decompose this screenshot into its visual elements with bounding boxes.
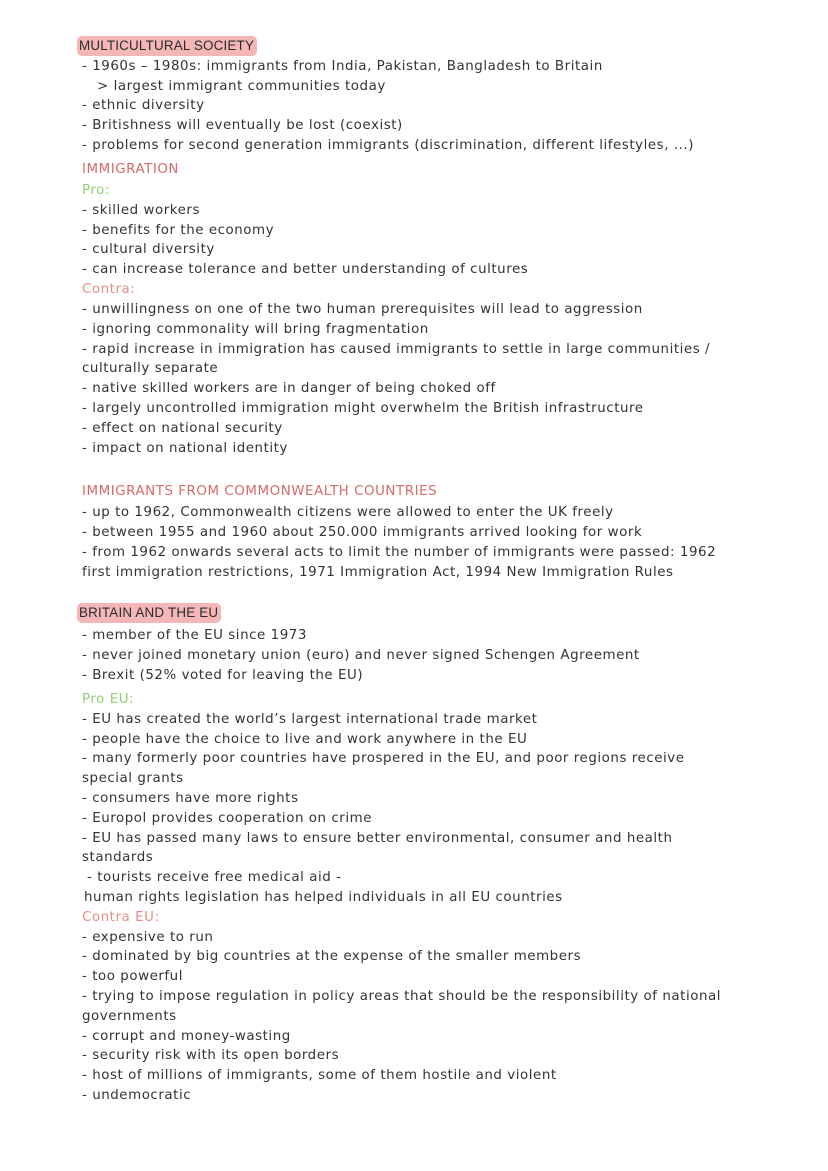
pro-item-continued: standards [82, 850, 154, 866]
contra-item-continued: governments [82, 1008, 177, 1024]
contra-item: - largely uncontrolled immigration might overwhelm the British infrastructure [82, 400, 644, 416]
sub-bullet-line: > largest immigrant communities today [97, 78, 386, 94]
contra-item: - impact on national identity [82, 440, 288, 456]
contra-item: - undemocratic [82, 1088, 192, 1104]
contra-label: Contra: [82, 281, 136, 297]
bullet-line: - problems for second generation immigrants (discrimination, different lifestyles, ...) [82, 137, 694, 153]
bullet-line: - member of the EU since 1973 [82, 628, 307, 644]
section-commonwealth [82, 481, 812, 582]
bullet-line-continued: first immigration restrictions, 1971 Immigration Act, 1994 New Immigration Rules [82, 564, 674, 580]
contra-item: - expensive to run [82, 929, 214, 945]
pro-item: - EU has created the world’s largest international trade market [82, 711, 538, 727]
pro-item: - benefits for the economy [82, 222, 275, 238]
section-multicultural [79, 36, 812, 156]
pro-eu-label: Pro EU: [82, 691, 135, 707]
bullet-line: - up to 1962, Commonwealth citizens were allowed to enter the UK freely [82, 505, 614, 521]
heading-commonwealth: IMMIGRANTS FROM COMMONWEALTH COUNTRIES [82, 484, 438, 500]
contra-item: - security risk with its open borders [82, 1048, 340, 1064]
pro-item: - Europol provides cooperation on crime [82, 810, 372, 826]
contra-item: - trying to impose regulation in policy areas that should be the responsibility of national [82, 989, 722, 1005]
contra-eu-label: Contra EU: [82, 909, 160, 925]
heading-immigration: IMMIGRATION [82, 161, 179, 177]
section-immigration [82, 159, 812, 459]
pro-label: Pro: [82, 182, 110, 198]
contra-item: - rapid increase in immigration has caused immigrants to settle in large communities / [82, 341, 711, 357]
bullet-line: - from 1962 onwards several acts to limit the number of immigrants were passed: 1962 [82, 544, 717, 560]
pro-item: - consumers have more rights [82, 790, 299, 806]
bullet-line: - ethnic diversity [82, 98, 205, 114]
bullet-line: - between 1955 and 1960 about 250.000 immigrants arrived looking for work [82, 525, 643, 541]
pro-item-continued: human rights legislation has helped individuals in all EU countries [84, 889, 563, 905]
bullet-line: - never joined monetary union (euro) and never signed Schengen Agreement [82, 648, 640, 664]
contra-item: - corrupt and money-wasting [82, 1028, 291, 1044]
pro-item: - can increase tolerance and better understanding of cultures [82, 262, 529, 278]
bullet-line: - Brexit (52% voted for leaving the EU) [82, 667, 364, 683]
section-tag-eu: BRITAIN AND THE EU [77, 603, 221, 623]
contra-item: - dominated by big countries at the expense of the smaller members [82, 949, 582, 965]
section-tag-multicultural: MULTICULTURAL SOCIETY [77, 36, 257, 56]
bullet-line: - Britishness will eventually be lost (coexist) [82, 118, 403, 134]
pro-item: - many formerly poor countries have prospered in the EU, and poor regions receive [82, 751, 685, 767]
pro-item: - EU has passed many laws to ensure better environmental, consumer and health [82, 830, 673, 846]
pro-item: - tourists receive free medical aid - [87, 870, 342, 886]
section-eu [79, 603, 812, 1106]
contra-item: - ignoring commonality will bring fragmentation [82, 321, 429, 337]
contra-item: - unwillingness on one of the two human prerequisites will lead to aggression [82, 301, 643, 317]
bullet-line: - 1960s – 1980s: immigrants from India, Pakistan, Bangladesh to Britain [82, 58, 603, 74]
contra-item: - host of millions of immigrants, some of them hostile and violent [82, 1068, 557, 1084]
pro-item: - people have the choice to live and work anywhere in the EU [82, 731, 528, 747]
pro-item: - skilled workers [82, 202, 200, 218]
contra-item: - effect on national security [82, 420, 283, 436]
pro-item: - cultural diversity [82, 242, 215, 258]
pro-item-continued: special grants [82, 771, 184, 787]
contra-item-continued: culturally separate [82, 361, 219, 377]
contra-item: - too powerful [82, 969, 183, 985]
notes-page [79, 36, 812, 1106]
contra-item: - native skilled workers are in danger of being choked off [82, 381, 496, 397]
